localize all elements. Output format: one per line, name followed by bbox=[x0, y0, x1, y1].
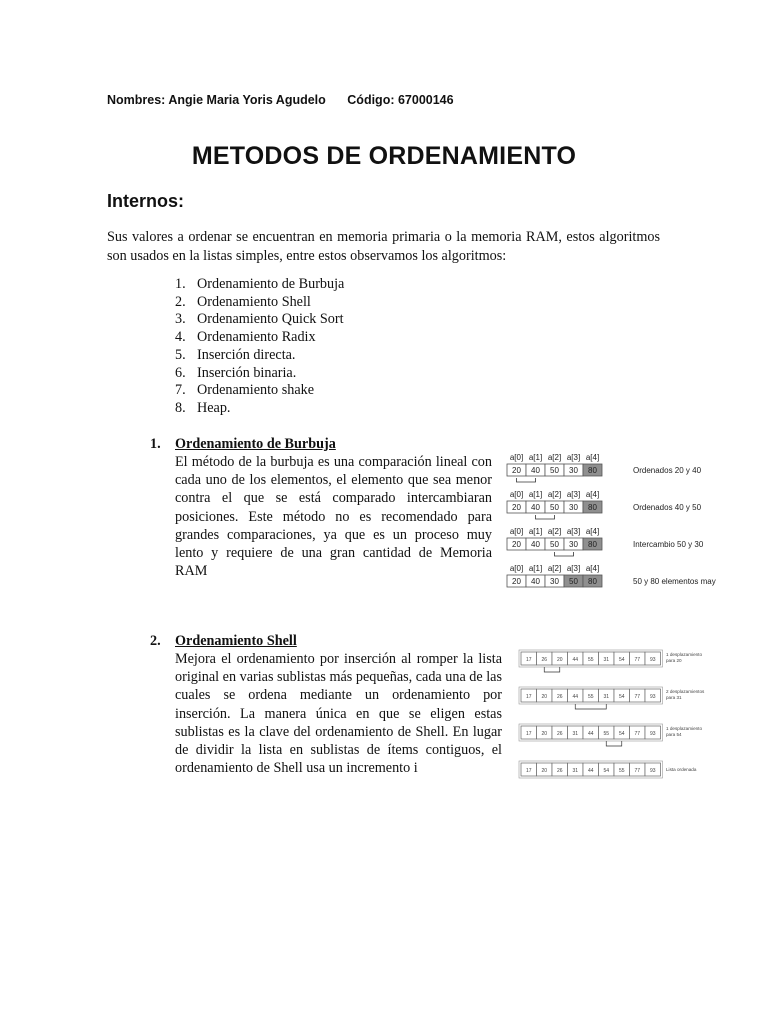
index-label: a[3] bbox=[566, 453, 581, 462]
cell-value: 31 bbox=[572, 731, 579, 737]
row-caption: 2 desplazamientos bbox=[666, 689, 705, 694]
shell-number: 2. bbox=[150, 633, 161, 649]
index-label: a[2] bbox=[547, 490, 562, 499]
shift-arrow bbox=[544, 667, 560, 672]
cell-value: 17 bbox=[525, 657, 532, 663]
cell-value: 40 bbox=[531, 503, 540, 512]
list-item: 4. Ordenamiento Radix bbox=[175, 329, 316, 346]
student-names: Nombres: Angie Maria Yoris Agudelo bbox=[107, 93, 326, 107]
cell-value: 17 bbox=[525, 731, 532, 737]
list-item: 2. Ordenamiento Shell bbox=[175, 293, 311, 310]
cell-value: 44 bbox=[587, 768, 594, 774]
row-caption: para 54 bbox=[666, 732, 682, 737]
intro-paragraph bbox=[107, 228, 660, 266]
cell-value: 80 bbox=[588, 540, 597, 549]
cell-value: 30 bbox=[569, 503, 578, 512]
cell-value: 44 bbox=[587, 731, 594, 737]
shift-arrow bbox=[575, 704, 606, 709]
row-caption: Intercambio 50 y 30 bbox=[633, 540, 704, 549]
index-label: a[4] bbox=[585, 527, 600, 536]
cell-value: 44 bbox=[572, 657, 579, 663]
index-label: a[4] bbox=[585, 453, 600, 462]
cell-value: 20 bbox=[541, 731, 548, 737]
cell-value: 30 bbox=[569, 540, 578, 549]
cell-value: 26 bbox=[556, 694, 563, 700]
algorithms-list bbox=[175, 276, 344, 418]
index-label: a[4] bbox=[585, 490, 600, 499]
cell-value: 93 bbox=[649, 694, 656, 700]
cell-value: 93 bbox=[649, 731, 656, 737]
document-title: METODOS DE ORDENAMIENTO bbox=[191, 142, 577, 170]
row-caption: 1 desplazamiento bbox=[666, 652, 703, 657]
row-caption: 1 desplazamiento bbox=[666, 726, 703, 731]
shell-body: Mejora el ordenamiento por inserción al romper la lista original en varias sublistas más pequeñas, cada una de las cuales se ordena mediante un ordenamiento por inserción. La manera única en que se eligen estas sublistas es la clave del ordenamiento de Shell. En lugar de dividir la lista en sublistas de ítems contiguos, el ordenamiento de Shell usa un incremento i bbox=[175, 651, 502, 777]
shift-arrow bbox=[606, 741, 622, 746]
cell-value: 30 bbox=[550, 577, 559, 586]
cell-value: 26 bbox=[556, 768, 563, 774]
row-caption: para 20 bbox=[666, 658, 682, 663]
index-label: a[0] bbox=[509, 490, 524, 499]
cell-value: 17 bbox=[525, 768, 532, 774]
cell-value: 54 bbox=[618, 694, 625, 700]
cell-value: 55 bbox=[618, 768, 625, 774]
cell-value: 31 bbox=[603, 657, 610, 663]
bubble-heading bbox=[150, 436, 492, 453]
cell-value: 20 bbox=[512, 540, 521, 549]
cell-value: 93 bbox=[649, 657, 656, 663]
shell-title: Ordenamiento Shell bbox=[175, 633, 297, 649]
cell-value: 54 bbox=[618, 731, 625, 737]
cell-value: 40 bbox=[531, 466, 540, 475]
index-label: a[2] bbox=[547, 453, 562, 462]
index-label: a[1] bbox=[528, 453, 543, 462]
cell-value: 20 bbox=[512, 577, 521, 586]
bubble-body: El método de la burbuja es una comparación lineal con cada uno de los elementos, el elemento que sea menor contra el que se está comparado intercambiaran posiciones. Este método no es recomendado para grandes comparaciones, ya que es un proceso muy lento y requiere de una gran cantidad de Memoria RAM bbox=[175, 454, 492, 580]
cell-value: 40 bbox=[531, 577, 540, 586]
compare-bracket bbox=[536, 515, 555, 519]
student-header bbox=[107, 93, 454, 107]
row-caption: Lista ordenada bbox=[666, 767, 697, 772]
cell-value: 50 bbox=[550, 466, 559, 475]
cell-value: 17 bbox=[525, 694, 532, 700]
cell-value: 44 bbox=[572, 694, 579, 700]
list-item: 3. Ordenamiento Quick Sort bbox=[175, 311, 344, 328]
index-label: a[0] bbox=[509, 453, 524, 462]
cell-value: 20 bbox=[556, 657, 563, 663]
row-caption: Ordenados 40 y 50 bbox=[633, 503, 702, 512]
bubble-sort-diagram bbox=[505, 448, 716, 608]
cell-value: 50 bbox=[569, 577, 578, 586]
cell-value: 50 bbox=[550, 540, 559, 549]
index-label: a[2] bbox=[547, 527, 562, 536]
compare-bracket bbox=[555, 552, 574, 556]
index-label: a[3] bbox=[566, 490, 581, 499]
cell-value: 54 bbox=[618, 657, 625, 663]
cell-value: 55 bbox=[603, 731, 610, 737]
cell-value: 77 bbox=[634, 768, 641, 774]
index-label: a[3] bbox=[566, 527, 581, 536]
index-label: a[3] bbox=[566, 564, 581, 573]
cell-value: 26 bbox=[556, 731, 563, 737]
compare-bracket bbox=[517, 478, 536, 482]
cell-value: 77 bbox=[634, 694, 641, 700]
cell-value: 20 bbox=[512, 503, 521, 512]
list-item: 6. Inserción binaria. bbox=[175, 364, 297, 381]
row-caption: Ordenados 20 y 40 bbox=[633, 466, 702, 475]
cell-value: 77 bbox=[634, 731, 641, 737]
list-item: 1. Ordenamiento de Burbuja bbox=[175, 276, 345, 292]
cell-value: 93 bbox=[649, 768, 656, 774]
student-code: Código: 67000146 bbox=[347, 93, 454, 107]
cell-value: 26 bbox=[541, 657, 548, 663]
cell-value: 31 bbox=[572, 768, 579, 774]
cell-value: 80 bbox=[588, 577, 597, 586]
cell-value: 55 bbox=[587, 657, 594, 663]
shell-heading bbox=[150, 633, 502, 650]
bubble-section bbox=[150, 436, 492, 580]
index-label: a[1] bbox=[528, 490, 543, 499]
section-heading-internos: Internos: bbox=[107, 191, 185, 211]
bubble-title: Ordenamiento de Burbuja bbox=[175, 436, 336, 452]
cell-value: 20 bbox=[512, 466, 521, 475]
index-label: a[0] bbox=[509, 527, 524, 536]
cell-value: 30 bbox=[569, 466, 578, 475]
row-caption: para 31 bbox=[666, 695, 682, 700]
shell-sort-diagram bbox=[518, 645, 708, 785]
cell-value: 80 bbox=[588, 466, 597, 475]
index-label: a[1] bbox=[528, 527, 543, 536]
list-item: 7. Ordenamiento shake bbox=[175, 382, 315, 399]
cell-value: 40 bbox=[531, 540, 540, 549]
intro-text: Sus valores a ordenar se encuentran en memoria primaria o la memoria RAM, estos algoritmos son usados en la listas simples, entre estos observamos los algoritmos: bbox=[107, 229, 660, 264]
cell-value: 54 bbox=[603, 768, 610, 774]
index-label: a[0] bbox=[509, 564, 524, 573]
row-caption: 50 y 80 elementos may bbox=[633, 577, 716, 586]
bubble-number: 1. bbox=[150, 436, 161, 452]
cell-value: 80 bbox=[588, 503, 597, 512]
cell-value: 20 bbox=[541, 768, 548, 774]
list-item: 5. Inserción directa. bbox=[175, 346, 296, 363]
index-label: a[2] bbox=[547, 564, 562, 573]
list-item: 8. Heap. bbox=[175, 399, 231, 416]
cell-value: 55 bbox=[587, 694, 594, 700]
shell-section bbox=[150, 633, 502, 777]
cell-value: 77 bbox=[634, 657, 641, 663]
index-label: a[1] bbox=[528, 564, 543, 573]
cell-value: 50 bbox=[550, 503, 559, 512]
index-label: a[4] bbox=[585, 564, 600, 573]
cell-value: 20 bbox=[541, 694, 548, 700]
cell-value: 31 bbox=[603, 694, 610, 700]
